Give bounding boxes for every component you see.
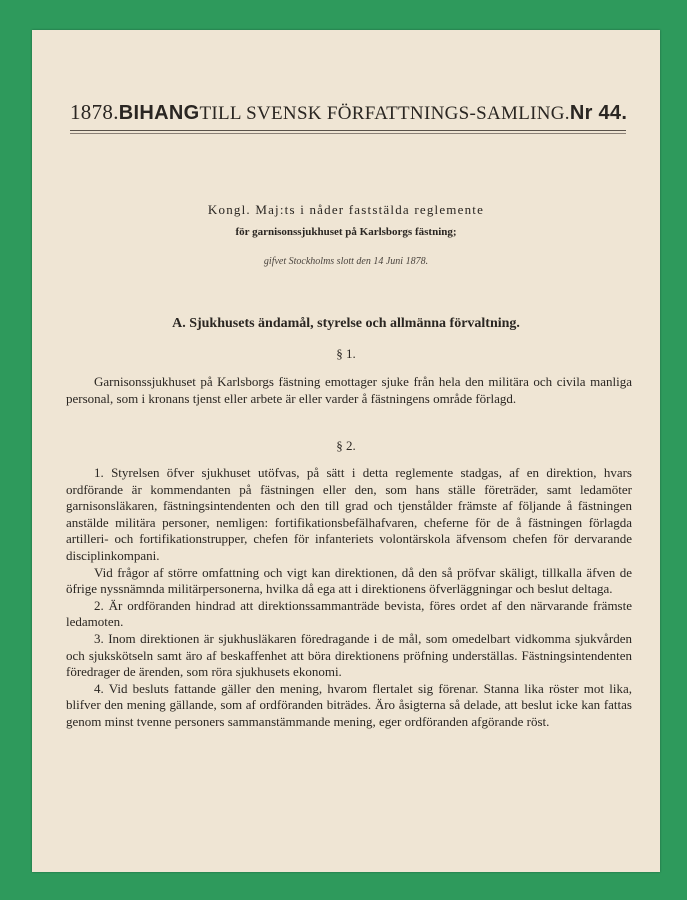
- document-page: [32, 30, 660, 872]
- paragraph-2-item: 2. Är ordföranden hindrad att direktionssammanträde bevista, föres ordet af den närvarande främste ledamoten.: [66, 597, 632, 630]
- paragraph-2-item: 4. Vid besluts fattande gäller den mening, hvarom flertalet sig förenar. Stanna lika röster mot lika, blifver den mening gällande, som af ordföranden biträdes. Äro åsigterna så delade, att beslut icke kan fattas genom minst tvenne personers sammanstämmande mening, eger ordföranden afgörande röst.: [66, 680, 632, 729]
- header-number: Nr 44.: [569, 102, 628, 124]
- paragraph-2-body: [66, 465, 632, 731]
- document-title: Kongl. Maj:ts i nåder faststälda reglemente: [207, 202, 485, 217]
- paragraph-symbol-1: § 1.: [336, 346, 356, 361]
- paragraph-1-body: [66, 374, 632, 407]
- paragraph-1-text: Garnisonssjukhuset på Karlsborgs fästning emottager sjuke från hela den militära och civila manliga personal, som i kronans tjenst eller arbete är eller varder å fästningens område förlagd.: [66, 374, 632, 406]
- header-publication-name: TILL SVENSK FÖRFATTNINGS-SAMLING.: [199, 103, 570, 124]
- page-header: [70, 100, 628, 125]
- paragraph-2-item: 3. Inom direktionen är sjukhusläkaren föredragande i de mål, som omedelbart vidkomma sjukvården och sjukskötseln samt äro af beskaffenhet att böra direktionens pröfning underställas. Fästningsintendenten föredrager de ärenden, som röra sjukhusets ekonomi.: [66, 630, 632, 680]
- header-rule: [70, 130, 626, 131]
- paragraph-symbol-2: § 2.: [336, 438, 356, 453]
- header-year: 1878.: [70, 100, 119, 124]
- document-dateline: gifvet Stockholms slott den 14 Juni 1878.: [263, 256, 429, 267]
- document-subtitle: för garnisonssjukhuset på Karlsborgs fästning;: [235, 226, 457, 238]
- paragraph-2-item: 1. Styrelsen öfver sjukhuset utöfvas, på sätt i detta reglemente stadgas, af en direktion, hvars ordförande är kommendanten på fästningen eller den, som hans ställe företräder, samt ledamöter garnisonsläkaren, fästningsintendenten och den till grad och tjenstålder främste af följande å fästningen anstälde militära personer, nemligen: fortifikationsbefälhafvaren, cheferne för de å fästningen förlagda artilleri- och fortifikationstrupper, chefen för infanteriets volontärskola äfvensom chefen för dervarande disciplinkompani.: [66, 465, 632, 563]
- header-bihang: BIHANG: [118, 102, 200, 124]
- section-heading: A. Sjukhusets ändamål, styrelse och allmänna förvaltning.: [172, 316, 520, 331]
- header-rule-lower: [70, 133, 626, 134]
- paragraph-2-item: Vid frågor af större omfattning och vigt kan direktionen, då den så pröfvar skäligt, tillkalla äfven de öfrige nyssnämnda militärpersonerna, hvilka då ega att i direktionens öfverläggningar och beslut deltaga.: [66, 564, 632, 597]
